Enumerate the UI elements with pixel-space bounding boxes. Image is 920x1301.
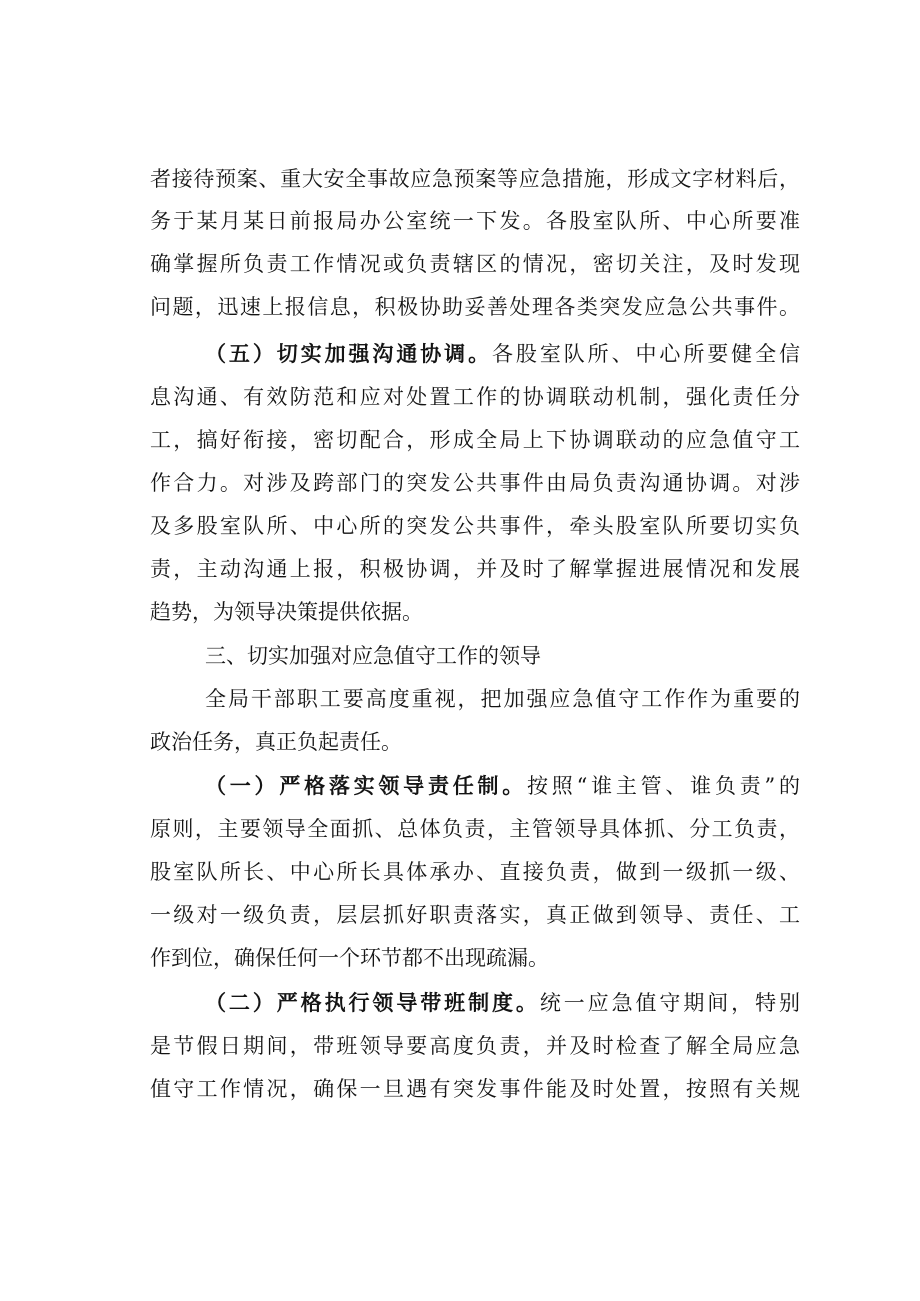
paragraph-line: 一级对一级负责，层层抓好职责落实，真正做到领导、责任、工 bbox=[150, 903, 800, 927]
paragraph-line: 股室队所长、中心所长具体承办、直接负责，做到一级抓一级、 bbox=[150, 860, 800, 884]
section-2-title: （二）严格执行领导带班制度。 bbox=[205, 991, 540, 1015]
paragraph-line: 及多股室队所、中心所的突发公共事件，牵头股室队所要切实负 bbox=[150, 514, 800, 538]
paragraph-line: 息沟通、有效防范和应对处置工作的协调联动机制，强化责任分 bbox=[150, 385, 800, 409]
paragraph-line: 作到位，确保任何一个环节都不出现疏漏。 bbox=[150, 946, 549, 970]
section-5-first-line-text: 各股室队所、中心所要健全信 bbox=[492, 342, 800, 366]
paragraph-line: 者接待预案、重大安全事故应急预案等应急措施，形成文字材料后， bbox=[150, 167, 800, 191]
section-2-first-line-text: 统一应急值守期间，特别 bbox=[539, 991, 801, 1015]
paragraph-line: 政治任务，真正负起责任。 bbox=[150, 730, 402, 754]
section-1-first-line bbox=[205, 771, 800, 801]
section-1-title: （一）严格落实领导责任制。 bbox=[205, 774, 528, 798]
paragraph-line: 原则，主要领导全面抓、总体负责，主管领导具体抓、分工负责， bbox=[150, 817, 800, 841]
paragraph-line: 是节假日期间，带班领导要高度负责，并及时检查了解全局应急 bbox=[150, 1034, 800, 1058]
paragraph-line: 责，主动沟通上报，积极协调，并及时了解掌握进展情况和发展 bbox=[150, 557, 800, 581]
section-2-first-line bbox=[205, 988, 800, 1018]
paragraph-line: 值守工作情况，确保一旦遇有突发事件能及时处置，按照有关规 bbox=[150, 1077, 800, 1101]
paragraph-line: 确掌握所负责工作情况或负责辖区的情况，密切关注，及时发现 bbox=[150, 252, 800, 276]
section-5-first-line bbox=[205, 339, 800, 369]
paragraph-line: 问题，迅速上报信息，积极协助妥善处理各类突发应急公共事件。 bbox=[150, 295, 800, 319]
paragraph-line: 作合力。对涉及跨部门的突发公共事件由局负责沟通协调。对涉 bbox=[150, 471, 800, 495]
section-5-title: （五）切实加强沟通协调。 bbox=[205, 342, 492, 366]
paragraph-line: 工，搞好衔接，密切配合，形成全局上下协调联动的应急值守工 bbox=[150, 428, 800, 452]
section-1-first-line-text: 按照“谁主管、谁负责”的 bbox=[527, 774, 800, 798]
paragraph-line: 趋势，为领导决策提供依据。 bbox=[150, 600, 423, 624]
paragraph-line: 务于某月某日前报局办公室统一下发。各股室队所、中心所要准 bbox=[150, 209, 800, 233]
part-3-heading: 三、切实加强对应急值守工作的领导 bbox=[205, 644, 541, 668]
paragraph-line: 全局干部职工要高度重视，把加强应急值守工作作为重要的 bbox=[205, 687, 800, 711]
